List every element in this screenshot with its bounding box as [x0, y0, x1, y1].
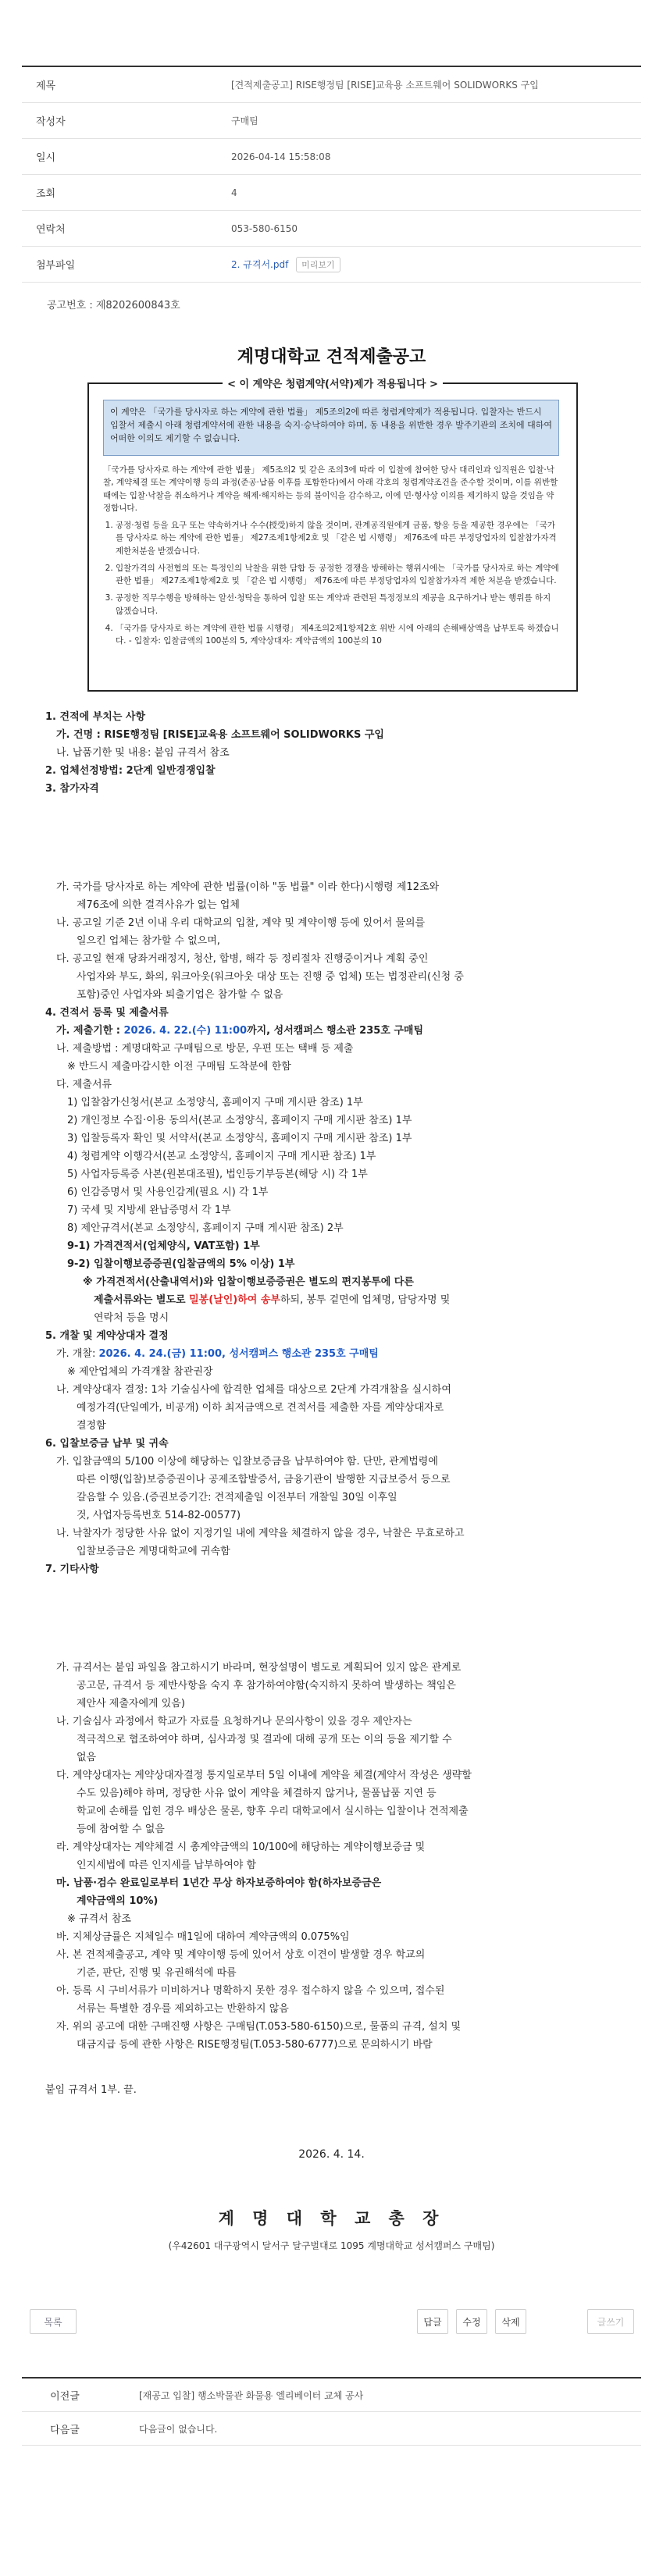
item-delivery: 나. 납품기한 및 내용: 붙임 규격서 참조 [56, 747, 230, 759]
contact-label: 연락처 [36, 224, 66, 236]
sealed-note-1: ※ 가격견적서(산출내역서)와 입찰이행보증증권은 별도의 편지봉투에 다른 [83, 1276, 414, 1288]
box-item: 1. 공정·청렴 등을 요구 또는 약속하거나 수수(授受)하지 않을 것이며, 관계공직원에게 금품, 향응 등을 제공한 경우에는 「국가를 당사자로 하는 계약에 관한 법률」 제27조제1항제2호 및 「같은 법 시행령」 제76조에 따른 부정당업자의 입찰참가자격 제한처분을 받겠습니다. [116, 519, 559, 557]
prev-post-row[interactable] [22, 2379, 641, 2412]
bond-b-1: 나. 낙찰자가 정당한 사유 없이 지정기일 내에 계약을 체결하지 않을 경우, 낙찰은 무효로하고 [56, 1528, 465, 1539]
signature-address: (우42601 대구광역시 달서구 달구벌대로 1095 계명대학교 성서캠퍼스 구매팀) [168, 2240, 495, 2251]
etc-d-2: 인지세법에 따른 인지세를 납부하여야 함 [77, 1859, 257, 1871]
qual-b-2: 일으킨 업체는 참가할 수 없으며, [77, 935, 220, 947]
bond-a-3: 갈음할 수 있음.(증권보증기간: 견적제출일 이전부터 개찰일 30일 이후일 [77, 1492, 397, 1503]
bond-a-2: 따른 이행(입찰)보증증권이나 공제조합발증서, 금융기관이 발행한 지급보증서 등으로 [77, 1474, 451, 1485]
attach-cell [114, 257, 641, 272]
section-3-heading: 3. 참가자격 [45, 783, 99, 795]
bond-a-1: 가. 입찰금액의 5/100 이상에 해당하는 입찰보증금을 납부하여야 함. 단만, 관계법령에 [56, 1456, 438, 1468]
etc-b-3: 없음 [77, 1752, 97, 1763]
section-5-heading: 5. 개찰 및 계약상대자 결정 [45, 1330, 169, 1342]
box-item: 2. 입찰가격의 사전협의 또는 특정인의 낙찰을 위한 담합 등 공정한 경쟁을 방해하는 행위시에는 「국가를 당사자로 하는 계약에 관한 법률」 제27조제1항제2호 및 「같은 법 시행령」 제76조에 따른 부정당업자의 입찰참가자격 제한 처분을 받겠습니다. [116, 562, 559, 588]
list-button[interactable]: 목록 [30, 2309, 77, 2334]
doc-item: 7) 국세 및 지방세 완납증명서 각 1부 [67, 1204, 231, 1216]
doc-item: 8) 제안규격서(본교 소정양식, 홈페이지 구매 게시판 참조) 2부 [67, 1222, 344, 1234]
write-button[interactable]: 글쓰기 [587, 2309, 634, 2334]
date-label: 일시 [36, 152, 56, 164]
qual-c-2: 사업자와 부도, 화의, 워크아웃(워크아웃 대상 또는 진행 중 업체) 또는 법정관리(신청 중 [77, 971, 464, 983]
attachment-link[interactable]: 2. 규격서.pdf [231, 258, 289, 270]
etc-e-1: 마. 납품·검수 완료일로부터 1년간 무상 하자보증하여야 함(하자보증금은 [56, 1877, 382, 1889]
etc-c-3: 학교에 손해를 입힌 경우 배상은 물론, 향후 우리 대학교에서 실시하는 입찰이나 견적제출 [77, 1806, 469, 1817]
opening-line: 가. 개찰: 2026. 4. 24.(금) 11:00, 성서캠퍼스 행소관 235호 구매팀 [56, 1348, 379, 1360]
doc-item: 2) 개인정보 수집·이용 동의서(본교 소정양식, 홈페이지 구매 게시판 참조) 1부 [67, 1115, 412, 1126]
box-item: 4. 「국가를 당사자로 하는 계약에 관한 법률 시행령」 제4조의2제1항제2호 위반 시에 아래의 손해배상액을 납부토록 하겠습니다. - 입찰자: 입찰금액의 100분의 5, 계약상대자: 계약금액의 100분의 10 [116, 622, 559, 648]
bond-a-4: 것, 사업자등록번호 514-82-00577) [77, 1510, 241, 1521]
award-2: 예정가격(단일예가, 비공개) 이하 최저금액으로 견적서를 제출한 자를 계약상대자로 [77, 1402, 444, 1414]
title-value: [견적제출공고] RISE행정팀 [RISE]교육용 소프트웨어 SOLIDWORKS 구입 [231, 80, 539, 91]
next-label: 다음글 [50, 2424, 80, 2436]
title-label: 제목 [36, 80, 56, 92]
preview-button[interactable]: 미리보기 [296, 257, 340, 272]
prev-post-link[interactable]: [재공고 입찰] 행소박물관 화물용 엘리베이터 교체 공사 [139, 2389, 364, 2401]
award-1: 나. 계약상대자 결정: 1차 기술심사에 합격한 업체를 대상으로 2단계 가격개찰을 실시하여 [56, 1384, 451, 1396]
box-heading [89, 375, 576, 390]
signature-date: 2026. 4. 14. [298, 2148, 365, 2161]
qual-c-3: 포함)중인 사업자와 퇴출기업은 참가할 수 없음 [77, 989, 283, 1001]
doc-item: 3) 입찰등록자 확인 및 서약서(본교 소정양식, 홈페이지 구매 게시판 참조) 1부 [67, 1133, 412, 1144]
next-post-row [22, 2412, 641, 2446]
info-row-title [22, 67, 641, 103]
docs-heading: 다. 제출서류 [56, 1079, 112, 1091]
section-7-heading: 7. 기타사항 [45, 1564, 99, 1575]
opening-note: ※ 제안업체의 가격개찰 참관권장 [67, 1366, 213, 1378]
box-item: 3. 공정한 직무수행을 방해하는 알선·청탁을 통하여 입찰 또는 계약과 관련된 특정정보의 제공을 요구하거나 받는 행위를 하지 않겠습니다. [116, 592, 559, 617]
etc-g-2: 기준, 판단, 진행 및 유권해석에 따름 [77, 1967, 237, 1979]
qual-b-1: 나. 공고일 기준 2년 이내 우리 대학교의 입찰, 계약 및 계약이행 등에 있어서 물의를 [56, 917, 426, 929]
etc-b-1: 나. 기술심사 과정에서 학교가 자료를 요청하거나 문의사항이 있을 경우 제안자는 [56, 1716, 412, 1727]
info-row-author [22, 103, 641, 139]
etc-g-1: 사. 본 견적제출공고, 계약 및 계약이행 등에 있어서 상호 이견이 발생할 경우 학교의 [56, 1949, 426, 1961]
etc-a-1: 가. 규격서는 붙임 파일을 참고하시기 바라며, 현장설명이 별도로 계획되어 있지 않은 관계로 [56, 1662, 462, 1674]
etc-b-2: 적극적으로 협조하여야 하며, 심사과정 및 결과에 대해 공개 또는 이의 등을 제기할 수 [77, 1734, 452, 1745]
qual-a-1: 가. 국가를 당사자로 하는 계약에 관한 법률(이하 "동 법률" 이라 한다)시행령 제12조와 [56, 881, 440, 893]
delete-button[interactable]: 삭제 [495, 2309, 526, 2334]
etc-h-1: 아. 등록 시 구비서류가 미비하거나 명확하지 못한 경우 접수하지 않을 수 있으며, 접수된 [56, 1985, 445, 1997]
info-row-views [22, 175, 641, 211]
box-paragraph: 「국가를 당사자로 하는 계약에 관한 법률」 제5조의2 및 같은 조의3에 따라 이 입찰에 참여한 당사 대리인과 임직원은 입찰·낙찰, 계약체결 또는 계약이행 등의 과정(준공·납품 이후를 포함한다)에서 아래 각호의 청렴계약조건을 준수할 것이며, 이를 위반할 때에는 입찰·낙찰을 취소하거나 계약을 해제·해지하는 등의 불이익을 감수하고, 이에 민·형사상 이의를 제기하지 않을 것임을 약정합니다. [103, 465, 558, 513]
box-body [103, 464, 559, 652]
qual-a-2: 제76조에 의한 결격사유가 없는 업체 [77, 899, 240, 911]
etc-c-1: 다. 계약상대자는 계약상대자결정 통지일로부터 5일 이내에 계약을 체결(계약서 작성은 생략할 [56, 1770, 472, 1781]
box-heading-text: < 이 계약은 청렴계약(서약)제가 적용됩니다 > [223, 379, 443, 390]
etc-i-2: 대금지급 등에 관한 사항은 RISE행정팀(T.053-580-6777)으로 문의하시기 바람 [77, 2039, 433, 2051]
etc-c-4: 등에 참여할 수 없음 [77, 1823, 165, 1835]
award-3: 결정함 [77, 1420, 106, 1432]
views-label: 조회 [36, 188, 56, 200]
etc-e-note: ※ 규격서 참조 [67, 1913, 131, 1925]
info-row-date [22, 139, 641, 175]
doc-item: 5) 사업자등록증 사본(원본대조필), 법인등기부등본(해당 시) 각 1부 [67, 1169, 368, 1180]
views-value: 4 [231, 187, 237, 198]
doc-item: 4) 청렴계약 이행각서(본교 소정양식, 홈페이지 구매 게시판 참조) 1부 [67, 1151, 376, 1162]
section-2-heading: 2. 업체선정방법: 2단계 일반경쟁입찰 [45, 765, 216, 777]
etc-a-3: 제안사 제출자에게 있음) [77, 1698, 185, 1710]
section-6-heading: 6. 입찰보증금 납부 및 귀속 [45, 1438, 169, 1450]
bond-b-2: 입찰보증금은 계명대학교에 귀속함 [77, 1546, 230, 1557]
post-navigation [22, 2377, 641, 2446]
section-1-heading: 1. 견적에 부치는 사항 [45, 711, 146, 723]
info-row-contact [22, 211, 641, 247]
signature-name: 계 명 대 학 교 총 장 [218, 2209, 445, 2228]
notice-number: 공고번호 : 제8202600843호 [47, 300, 180, 311]
etc-i-1: 자. 위의 공고에 대한 구매진행 사항은 구매팀(T.053-580-6150)으로, 물품의 규격, 설치 및 [56, 2021, 462, 2033]
deadline-line: 가. 제출기한 : 2026. 4. 22.(수) 11:00까지, 성서캠퍼스 행소관 235호 구매팀 [56, 1025, 424, 1037]
prev-label: 이전글 [50, 2390, 80, 2403]
doc-item: 6) 인감증명서 및 사용인감계(필요 시) 각 1부 [67, 1187, 269, 1198]
item-name: 가. 건명 : RISE행정팀 [RISE]교육용 소프트웨어 SOLIDWORKS 구입 [56, 729, 384, 741]
etc-a-2: 공고문, 규격서 등 제반사항을 숙지 후 참가하여야함(숙지하지 못하여 발생하는 책임은 [77, 1680, 456, 1692]
edit-button[interactable]: 수정 [456, 2309, 487, 2334]
section-4-heading: 4. 견적서 등록 및 제출서류 [45, 1007, 169, 1019]
doc-item-bold: 9-2) 입찰이행보증증권(입찰금액의 5% 이상) 1부 [67, 1258, 295, 1270]
sealed-note-3: 연락처 등을 명시 [94, 1312, 169, 1324]
etc-d-1: 라. 계약상대자는 계약체결 시 총계약금액의 10/100에 해당하는 계약이행보증금 및 [56, 1841, 426, 1853]
author-value: 구매팀 [231, 116, 258, 126]
submit-note: ※ 반드시 제출마감시한 이전 구매팀 도착분에 한함 [67, 1061, 291, 1073]
box-notice: 이 계약은 「국가를 당사자로 하는 계약에 관한 법률」 제5조의2에 따른 청렴계약제가 적용됩니다. 입찰자는 반드시 입찰서 제출시 아래 청렴계약서에 관한 내용을 숙지·승낙하여야 하며, 동 내용을 위반한 경우 발주기관의 조치에 대하여 어떠한 이의도 제기할 수 없습니다. [103, 400, 559, 456]
info-row-attachment [22, 247, 641, 283]
qual-c-1: 다. 공고일 현재 당좌거래정지, 청산, 합병, 해각 등 정리절차 진행중이거나 계획 중인 [56, 953, 429, 965]
contact-value: 053-580-6150 [231, 222, 298, 234]
post-info-table [22, 66, 641, 283]
attachment-end-note: 붙임 규격서 1부. 끝. [45, 2084, 137, 2096]
document-title: 계명대학교 견적제출공고 [237, 347, 426, 367]
attach-label: 첨부파일 [36, 260, 76, 272]
submit-method: 나. 제출방법 : 계명대학교 구매팀으로 방문, 우편 또는 택배 등 제출 [56, 1043, 354, 1055]
doc-item: 1) 입찰참가신청서(본교 소정양식, 홈페이지 구매 게시판 참조) 1부 [67, 1097, 363, 1108]
etc-e-2: 계약금액의 10%) [77, 1895, 159, 1907]
etc-c-2: 수도 있음)해야 하며, 정당한 사유 없이 계약을 체결하지 않거나, 물품납품 지연 등 [77, 1788, 437, 1799]
etc-h-2: 서류는 특별한 경우를 제외하고는 반환하지 않음 [77, 2003, 289, 2015]
next-post-value: 다음글이 없습니다. [139, 2423, 218, 2435]
sealed-note-2: 제출서류와는 별도로 밀봉(날인)하여 송부하되, 봉투 겉면에 업체명, 담당자명 및 [94, 1294, 451, 1306]
author-label: 작성자 [36, 116, 66, 128]
reply-button[interactable]: 답글 [417, 2309, 448, 2334]
integrity-contract-box [87, 379, 578, 692]
date-value: 2026-04-14 15:58:08 [231, 151, 331, 162]
doc-item-bold: 9-1) 가격견적서(업체양식, VAT포함) 1부 [67, 1240, 260, 1252]
etc-f: 바. 지체상금률은 지체일수 매1일에 대하여 계약금액의 0.075%임 [56, 1931, 350, 1943]
